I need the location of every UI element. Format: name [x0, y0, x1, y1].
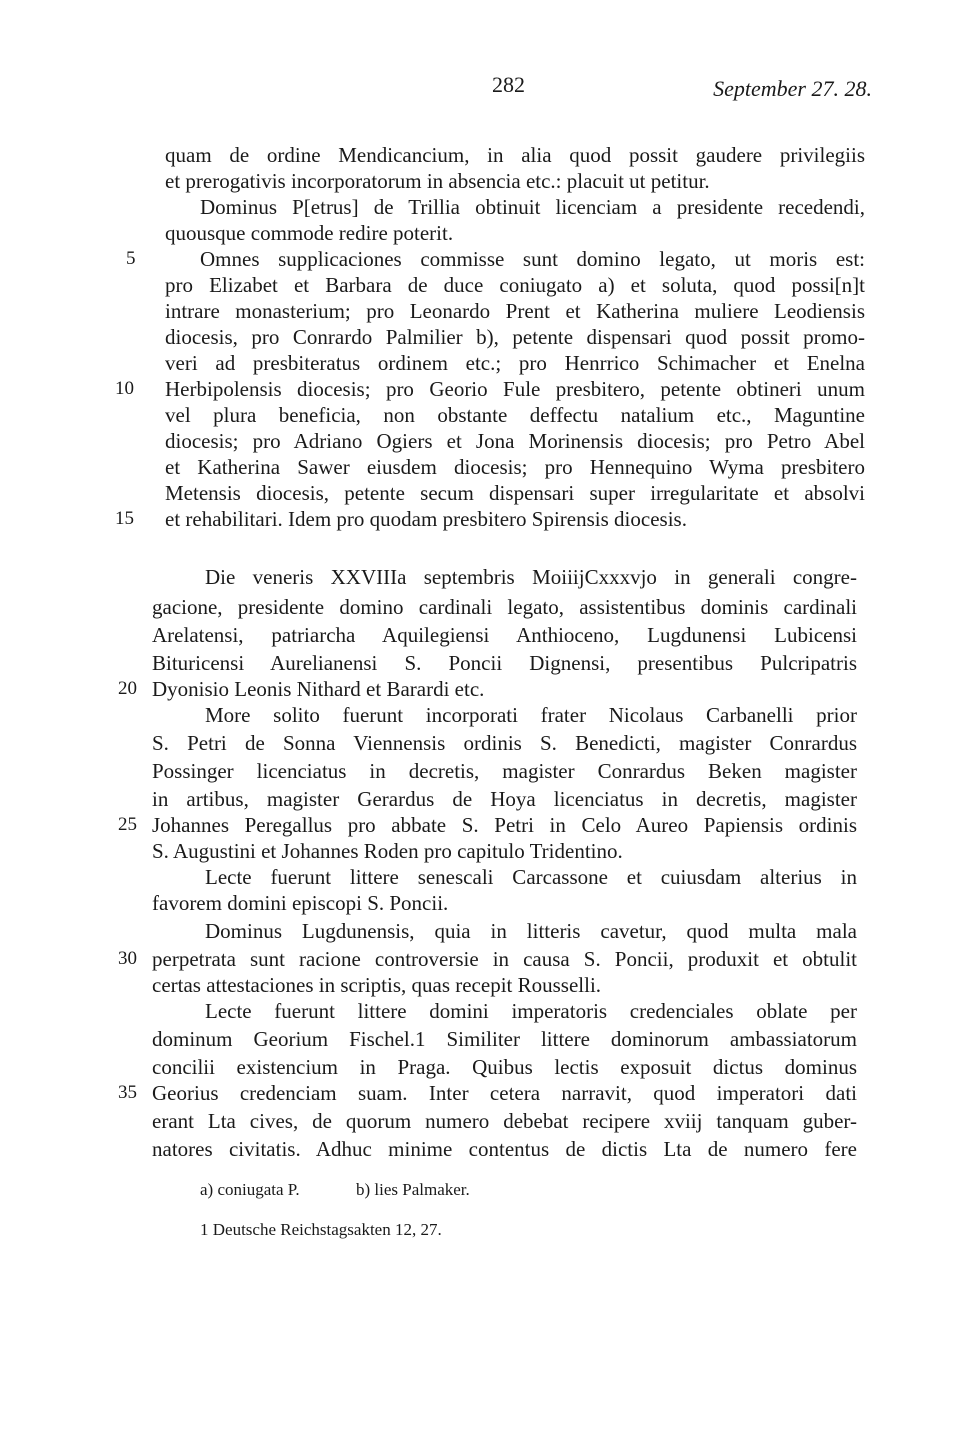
- text-line: [118, 812, 857, 838]
- line-number: 25: [118, 814, 137, 835]
- line-text: natores civitatis. Adhuc minime contentus de dictis Lta de numero fere: [152, 1137, 857, 1161]
- text-line: [165, 402, 865, 428]
- text-line: [165, 220, 865, 246]
- text-line: [152, 1136, 857, 1162]
- text-line: [165, 428, 865, 454]
- line-text: Lecte fuerunt littere domini imperatoris credenciales oblate per: [205, 999, 857, 1023]
- text-line: [165, 168, 865, 194]
- text-line: [152, 972, 857, 998]
- line-text: et Katherina Sawer eiusdem diocesis; pro Hennequino Wyma presbitero: [165, 455, 865, 479]
- text-line: [152, 650, 857, 676]
- text-line: [165, 272, 865, 298]
- line-text: et rehabilitari. Idem pro quodam presbitero Spirensis diocesis.: [165, 507, 687, 531]
- line-text: quam de ordine Mendicancium, in alia quod possit gaudere privilegiis: [165, 143, 865, 167]
- line-text: pro Elizabet et Barbara de duce coniugato a) et soluta, quod possi[n]t: [165, 273, 865, 297]
- text-line: [118, 1080, 857, 1106]
- line-text: S. Augustini et Johannes Roden pro capitulo Tridentino.: [152, 839, 623, 863]
- text-line: [152, 730, 857, 756]
- line-text: gacione, presidente domino cardinali legato, assistentibus dominis cardinali: [152, 595, 857, 619]
- line-text: Dominus Lugdunensis, quia in litteris cavetur, quod multa mala: [205, 919, 857, 943]
- line-text: Georius credenciam suam. Inter cetera narravit, quod imperatori dati: [152, 1081, 857, 1105]
- text-line: [152, 890, 857, 916]
- line-text: certas attestaciones in scriptis, quas recepit Rousselli.: [152, 973, 602, 997]
- line-text: intrare monasterium; pro Leonardo Prent et Katherina muliere Leodiensis: [165, 299, 865, 323]
- text-line: [115, 506, 865, 532]
- running-head: September 27. 28.: [713, 76, 872, 101]
- page-header: [0, 68, 960, 108]
- line-text: dominum Georium Fischel.1 Similiter littere dominorum ambassiatorum: [152, 1027, 857, 1051]
- line-text: vel plura beneficia, non obstante deffectu natalium etc., Maguntine: [165, 403, 865, 427]
- text-line: [115, 376, 865, 402]
- text-line: [152, 1054, 857, 1080]
- textual-note-a: a) coniugata P.: [200, 1180, 300, 1199]
- text-line: [152, 594, 857, 620]
- line-text: favorem domini episcopi S. Poncii.: [152, 891, 449, 915]
- line-text: et prerogativis incorporatorum in absencia etc.: placuit ut petitur.: [165, 169, 710, 193]
- line-text: Dominus P[etrus] de Trillia obtinuit licenciam a presidente recedendi,: [200, 195, 865, 219]
- text-line: [152, 786, 857, 812]
- text-line: [165, 142, 865, 168]
- page-number: 282: [492, 72, 525, 97]
- line-number: 10: [115, 378, 134, 399]
- line-text: Herbipolensis diocesis; pro Georio Fule presbitero, petente obtineri unum: [165, 377, 865, 401]
- line-number: 35: [118, 1082, 137, 1103]
- line-text: diocesis; pro Adriano Ogiers et Jona Morinensis diocesis; pro Petro Abel: [165, 429, 865, 453]
- line-text: diocesis, pro Conrardo Palmilier b), petente dispensari quod possit promo-: [165, 325, 865, 349]
- footnote-1: 1 Deutsche Reichstagsakten 12, 27.: [200, 1220, 442, 1239]
- line-text: concilii existencium in Praga. Quibus lectis exposuit dictus dominus: [152, 1055, 857, 1079]
- line-text: Die veneris XXVIIIa septembris MoiiijCxxxvjo in generali congre-: [205, 565, 857, 589]
- text-line: [200, 194, 865, 220]
- text-line: [165, 350, 865, 376]
- line-text: veri ad presbiteratus ordinem etc.; pro Henrrico Schimacher et Enelna: [165, 351, 865, 375]
- line-text: Dyonisio Leonis Nithard et Barardi etc.: [152, 677, 485, 701]
- text-line: [118, 676, 857, 702]
- line-text: Bituricensi Aurelianensi S. Poncii Dignensi, presentibus Pulcripatris: [152, 651, 857, 675]
- text-line: [152, 622, 857, 648]
- text-line: [165, 324, 865, 350]
- line-text: More solito fuerunt incorporati frater Nicolaus Carbanelli prior: [205, 703, 857, 727]
- text-line: [152, 1026, 857, 1052]
- line-text: Omnes supplicaciones commisse sunt domino legato, ut moris est:: [200, 247, 865, 271]
- text-line: [165, 480, 865, 506]
- text-line: [118, 946, 857, 972]
- line-number: 15: [115, 508, 134, 529]
- text-line: [165, 454, 865, 480]
- text-line: [152, 1108, 857, 1134]
- line-number: 20: [118, 678, 137, 699]
- text-line: [205, 998, 857, 1024]
- text-line: [152, 758, 857, 784]
- text-line: [165, 298, 865, 324]
- line-text: in artibus, magister Gerardus de Hoya licenciatus in decretis, magister: [152, 787, 857, 811]
- text-line: [205, 918, 857, 944]
- line-text: S. Petri de Sonna Viennensis ordinis S. Benedicti, magister Conrardus: [152, 731, 857, 755]
- line-text: perpetrata sunt racione controversie in causa S. Poncii, produxit et obtulit: [152, 947, 857, 971]
- text-line: [205, 564, 857, 590]
- textual-note-b: b) lies Palmaker.: [356, 1180, 470, 1199]
- line-text: Lecte fuerunt littere senescali Carcassone et cuiusdam alterius in: [205, 865, 857, 889]
- text-line: [126, 246, 865, 272]
- text-line: [205, 864, 857, 890]
- line-text: quousque commode redire poterit.: [165, 221, 454, 245]
- line-number: 30: [118, 948, 137, 969]
- text-line: [205, 702, 857, 728]
- line-text: Possinger licenciatus in decretis, magister Conrardus Beken magister: [152, 759, 857, 783]
- text-line: [152, 838, 857, 864]
- line-text: Metensis diocesis, petente secum dispensari super irregularitate et absolvi: [165, 481, 865, 505]
- line-text: Arelatensi, patriarcha Aquilegiensi Anthioceno, Lugdunensi Lubicensi: [152, 623, 857, 647]
- line-number: 5: [126, 248, 136, 269]
- line-text: Johannes Peregallus pro abbate S. Petri in Celo Aureo Papiensis ordinis: [152, 813, 857, 837]
- line-text: erant Lta cives, de quorum numero debebat recipere xviij tanquam guber-: [152, 1109, 857, 1133]
